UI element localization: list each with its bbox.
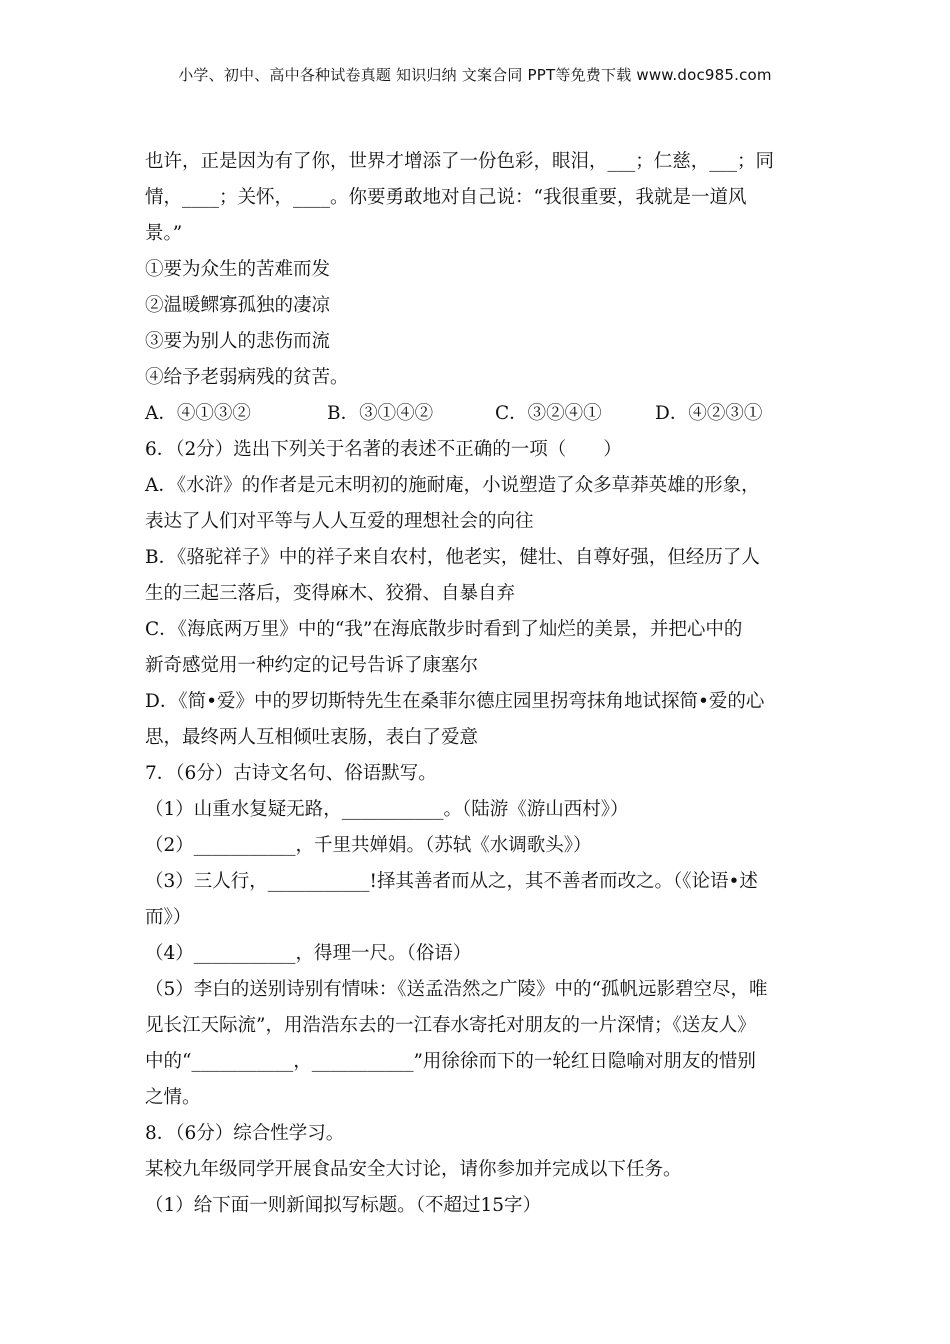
question-6-line: 新奇感觉用一种约定的记号告诉了康塞尔 bbox=[145, 655, 479, 676]
sentence-item: ③要为别人的悲伤而流 bbox=[145, 331, 331, 352]
option-d: D．④②③① bbox=[655, 403, 763, 424]
question-6-line: 生的三起三落后，变得麻木、狡猾、自暴自弃 bbox=[145, 583, 516, 604]
question-8-stem: 8．（6分）综合性学习。 bbox=[145, 1123, 345, 1144]
document-body bbox=[145, 144, 810, 1224]
question-6-line: A．《水浒》的作者是元末明初的施耐庵，小说塑造了众多草莽英雄的形象， bbox=[145, 475, 760, 496]
question-7-line: （2）___________，千里共婵娟。（苏轼《水调歌头》） bbox=[145, 835, 592, 856]
question-6-line: 思，最终两人互相倾吐衷肠，表白了爱意 bbox=[145, 727, 479, 748]
question-6-line: 表达了人们对平等与人人互爱的理想社会的向往 bbox=[145, 511, 534, 532]
passage-line: 也许，正是因为有了你，世界才增添了一份色彩，眼泪，___；仁慈，___；同 bbox=[145, 151, 775, 172]
question-7-line: 见长江天际流”，用浩浩东去的一江春水寄托对朋友的一片深情；《送友人》 bbox=[145, 1015, 756, 1036]
page-header: 小学、初中、高中各种试卷真题 知识归纳 文案合同 PPT等免费下载 www.doc985.com bbox=[178, 66, 772, 84]
question-7-line: 中的“___________，___________”用徐徐而下的一轮红日隐喻对朋友的惜别 bbox=[145, 1051, 756, 1072]
answer-options bbox=[145, 396, 810, 432]
question-6-line: B．《骆驼祥子》中的祥子来自农村，他老实，健壮、自尊好强，但经历了人 bbox=[145, 547, 760, 568]
question-7-line: （1）山重水复疑无路，___________。（陆游《游山西村》） bbox=[145, 799, 629, 820]
passage-line: 情，____；关怀，____。你要勇敢地对自己说：“我很重要，我就是一道风 bbox=[145, 187, 747, 208]
question-8-line: （1）给下面一则新闻拟写标题。（不超过15字） bbox=[145, 1195, 542, 1216]
question-6-line: C．《海底两万里》中的“我”在海底散步时看到了灿烂的美景，并把心中的 bbox=[145, 619, 743, 640]
question-8-line: 某校九年级同学开展食品安全大讨论，请你参加并完成以下任务。 bbox=[145, 1159, 682, 1180]
question-7-line: （4）___________，得理一尺。（俗语） bbox=[145, 943, 472, 964]
question-7-stem: 7．（6分）古诗文名句、俗语默写。 bbox=[145, 763, 437, 784]
question-7-line: 而》） bbox=[145, 907, 192, 928]
passage-line: 景。” bbox=[145, 223, 183, 244]
option-b: B．③①④② bbox=[327, 403, 434, 424]
question-7-line: （3）三人行，___________!择其善者而从之，其不善者而改之。（《论语•述 bbox=[145, 871, 758, 892]
question-6-line: D．《简•爱》中的罗切斯特先生在桑菲尔德庄园里拐弯抹角地试探简•爱的心 bbox=[145, 691, 765, 712]
sentence-item: ④给予老弱病残的贫苦。 bbox=[145, 367, 349, 388]
question-6-stem: 6．（2分）选出下列关于名著的表述不正确的一项（ ） bbox=[145, 439, 622, 460]
option-c: C．③②④① bbox=[495, 403, 602, 424]
sentence-item: ②温暖鳏寡孤独的凄凉 bbox=[145, 295, 331, 316]
sentence-item: ①要为众生的苦难而发 bbox=[145, 259, 331, 280]
question-7-line: （5）李白的送别诗别有情味：《送孟浩然之广陵》中的“孤帆远影碧空尽，唯 bbox=[145, 979, 768, 1000]
question-7-line: 之情。 bbox=[145, 1087, 201, 1108]
option-a: A．④①③② bbox=[145, 403, 251, 424]
